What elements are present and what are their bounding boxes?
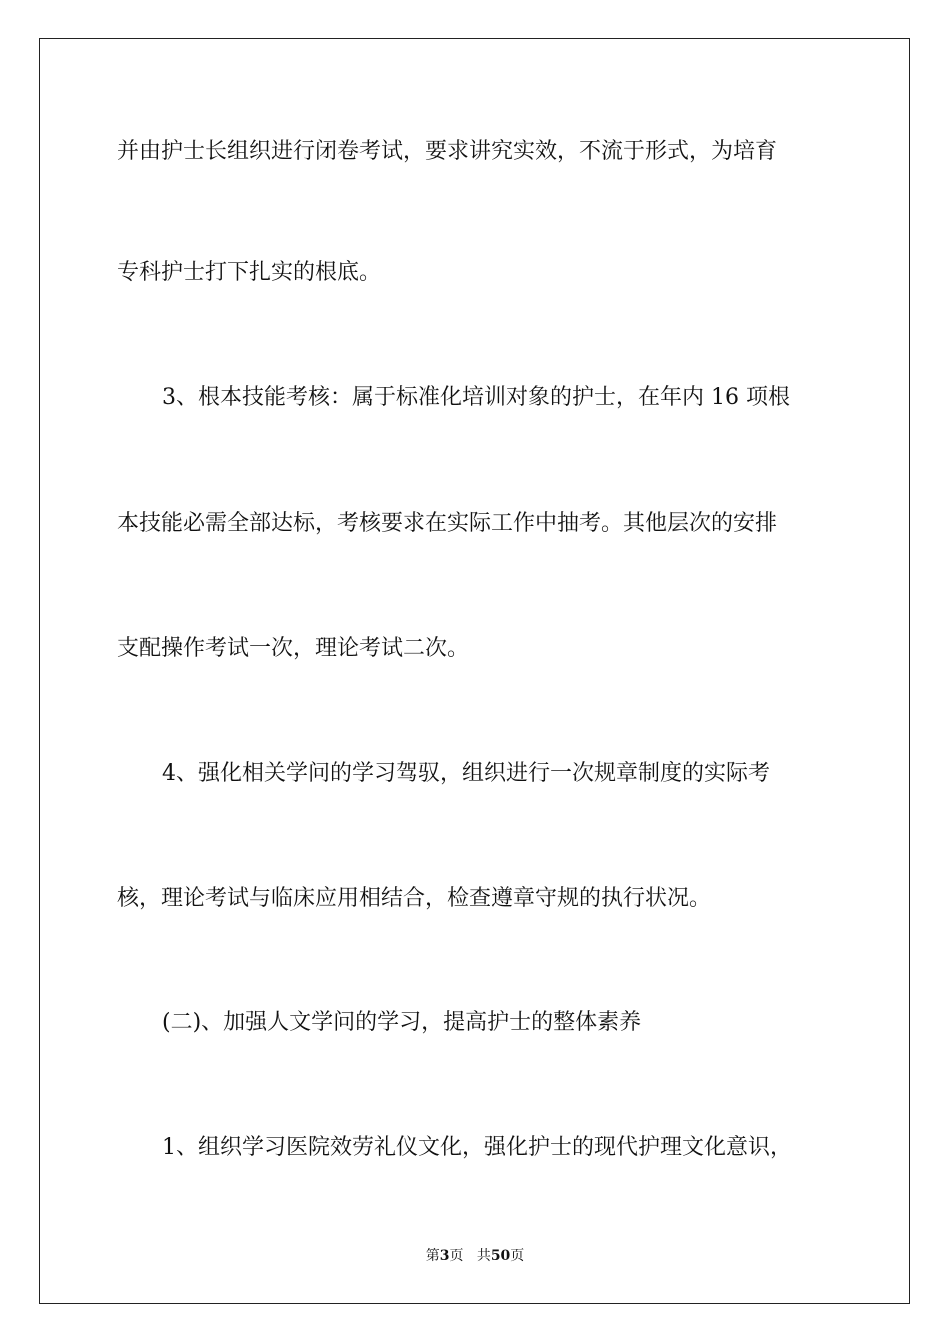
footer-total-pages: 50 (490, 1248, 511, 1264)
footer-page-number: 3 (439, 1248, 450, 1264)
section-heading: (二)、加强人文学问的学习，提高护士的整体素养 (162, 1010, 642, 1035)
footer-total-suffix: 页 (510, 1248, 525, 1264)
body-line-1: 并由护士长组织进行闭卷考试，要求讲究实效，不流于形式，为培育 (117, 139, 778, 164)
body-line-9: 1、组织学习医院效劳礼仪文化，强化护士的现代护理文化意识， (162, 1135, 792, 1160)
page-footer (0, 1246, 950, 1266)
body-line-7: 核，理论考试与临床应用相结合，检查遵章守规的执行状况。 (117, 886, 712, 911)
footer-page-suffix: 页 (449, 1248, 464, 1264)
body-line-6: 4、强化相关学问的学习驾驭，组织进行一次规章制度的实际考 (162, 761, 770, 786)
body-line-2: 专科护士打下扎实的根底。 (117, 260, 382, 285)
body-line-4: 本技能必需全部达标，考核要求在实际工作中抽考。其他层次的安排 (117, 511, 778, 536)
footer-total-prefix: 共 (476, 1248, 491, 1264)
body-line-3: 3、根本技能考核：属于标准化培训对象的护士，在年内 16 项根 (162, 385, 790, 410)
footer-page-prefix: 第 (425, 1248, 440, 1264)
page-border (39, 38, 910, 1304)
body-line-5: 支配操作考试一次，理论考试二次。 (117, 636, 470, 661)
